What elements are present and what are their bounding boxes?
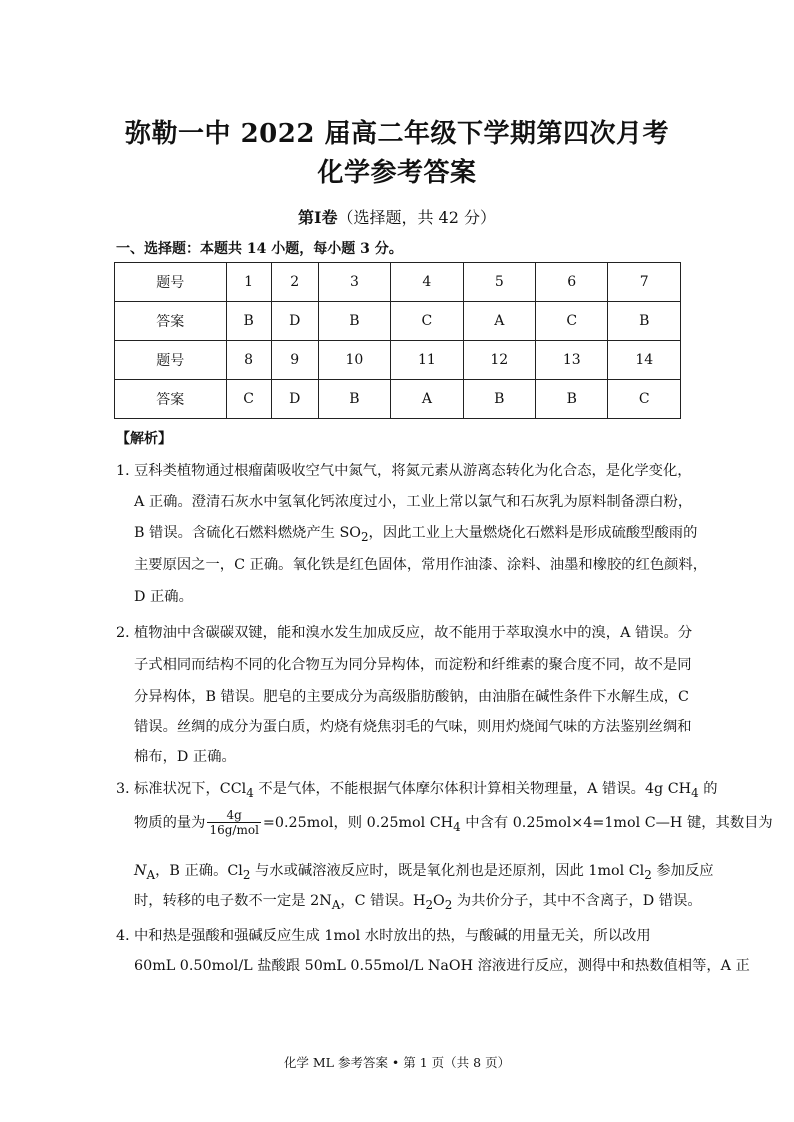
- text-run: ，B 正确。Cl: [155, 863, 243, 879]
- text-line: [134, 522, 697, 544]
- item-number: 2．: [116, 625, 140, 641]
- text-run: 时，转移的电子数不一定是 2N: [134, 893, 332, 909]
- item-number: 4．: [116, 928, 140, 944]
- subscript: 2: [644, 867, 652, 882]
- table-cell: 5: [463, 263, 535, 302]
- text-line: D 正确。: [134, 589, 193, 605]
- text-run: N: [134, 863, 147, 879]
- part-desc: （选择题，共 42 分）: [337, 208, 497, 227]
- table-cell: B: [318, 380, 390, 419]
- text-run: ，因此工业上大量燃烧化石燃料是形成硫酸型酸雨的: [368, 525, 698, 541]
- table-cell: C: [608, 380, 681, 419]
- text-run: =0.25mol，则 0.25mol CH: [262, 814, 454, 831]
- subscript: 2: [360, 529, 369, 544]
- table-cell: A: [463, 302, 535, 341]
- text-line: 子式相同而结构不同的化合物互为同分异构体，而淀粉和纤维素的聚合度不同，故不是同: [134, 657, 692, 673]
- subscript: 2: [242, 867, 251, 882]
- fraction-denominator: 16g/mol: [209, 823, 259, 838]
- text-line: [134, 808, 773, 838]
- text-line: 主要原因之一，C 正确。氧化铁是红色固体，常用作油漆、涂料、油墨和橡胶的红色颜料，: [134, 557, 708, 573]
- text-run: 的: [698, 781, 718, 797]
- text-line: 棉布，D 正确。: [134, 749, 236, 765]
- text-line: 错误。丝绸的成分为蛋白质，灼烧有烧焦羽毛的气味，则用灼烧闻气味的方法鉴别丝绸和: [134, 719, 692, 735]
- text-run: B 错误。含硫化石燃料燃烧产生 SO: [134, 525, 361, 541]
- table-cell: 13: [536, 341, 608, 380]
- page-footer: 化学 ML 参考答案 • 第 1 页（共 8 页）: [283, 1055, 511, 1070]
- table-cell: 9: [271, 341, 318, 380]
- table-row: [115, 302, 681, 341]
- section-heading: 一、选择题：本题共 14 小题，每小题 3 分。: [116, 241, 403, 257]
- text-run: 为共价分子，其中不含离子，D 错误。: [452, 893, 702, 909]
- text-line: A 正确。澄清石灰水中氢氧化钙浓度过小，工业上常以氯气和石灰乳为原料制备漂白粉，: [134, 494, 693, 510]
- text-run: 中含有 0.25mol×4=1mol C—H 键，其数目为: [460, 814, 773, 831]
- table-cell: 4: [391, 263, 463, 302]
- table-cell: 3: [318, 263, 390, 302]
- page-title: 弥勒一中 2022 届高二年级下学期第四次月考: [125, 119, 669, 149]
- table-cell: 2: [271, 263, 318, 302]
- analysis-label: 【解析】: [116, 431, 172, 447]
- subscript: 4: [691, 785, 699, 800]
- part-label: 第Ⅰ卷: [297, 208, 338, 227]
- fraction: [207, 808, 260, 838]
- table-cell: C: [536, 302, 608, 341]
- text-run: 标准状况下，CCl: [134, 781, 247, 797]
- table-cell: C: [226, 380, 271, 419]
- table-cell: B: [608, 302, 681, 341]
- answer-table: [114, 262, 681, 419]
- text-run: 参加反应: [651, 863, 714, 879]
- table-cell: 11: [391, 341, 463, 380]
- text-run: 不是气体，不能根据气体摩尔体积计算相关物理量，A 错误。4g CH: [253, 781, 692, 797]
- text-run: O: [433, 893, 445, 909]
- table-cell: D: [271, 302, 318, 341]
- subscript: 4: [246, 785, 254, 800]
- row-label: 题号: [115, 263, 227, 302]
- table-cell: 14: [608, 341, 681, 380]
- table-row: [115, 380, 681, 419]
- part-heading: [0, 205, 794, 228]
- table-cell: 8: [226, 341, 271, 380]
- text-run: 与水或碱溶液反应时，既是氧化剂也是还原剂，因此 1mol Cl: [250, 863, 645, 879]
- text-line: [134, 860, 714, 882]
- item-number: 3．: [116, 781, 140, 797]
- table-cell: 10: [318, 341, 390, 380]
- table-cell: 1: [226, 263, 271, 302]
- item-number: 1．: [116, 463, 140, 479]
- table-cell: B: [226, 302, 271, 341]
- text-run: ，C 错误。H: [340, 893, 426, 909]
- subscript: 4: [453, 819, 461, 834]
- table-cell: A: [391, 380, 463, 419]
- table-cell: D: [271, 380, 318, 419]
- text-line: 中和热是强酸和强碱反应生成 1mol 水时放出的热，与酸碱的用量无关，所以改用: [134, 928, 651, 944]
- text-line: 分异构体，B 错误。肥皂的主要成分为高级脂肪酸钠，由油脂在碱性条件下水解生成，C: [134, 689, 689, 705]
- table-cell: 6: [536, 263, 608, 302]
- row-label: 题号: [115, 341, 227, 380]
- page-subtitle: 化学参考答案: [317, 158, 477, 188]
- text-line: [134, 778, 718, 800]
- text-line: 60mL 0.50mol/L 盐酸跟 50mL 0.55mol/L NaOH 溶液进行反应，测得中和热数值相等，A 正: [134, 958, 750, 974]
- table-cell: B: [463, 380, 535, 419]
- fraction-numerator: 4g: [207, 808, 260, 823]
- table-row: [115, 341, 681, 380]
- table-row: [115, 263, 681, 302]
- row-label: 答案: [115, 302, 227, 341]
- table-cell: C: [391, 302, 463, 341]
- table-cell: B: [536, 380, 608, 419]
- table-cell: B: [318, 302, 390, 341]
- subscript: 2: [425, 897, 434, 912]
- subscript: A: [146, 867, 156, 882]
- text-line: 植物油中含碳碳双键，能和溴水发生加成反应，故不能用于萃取溴水中的溴，A 错误。分: [134, 625, 693, 641]
- text-line: 豆科类植物通过根瘤菌吸收空气中氮气，将氮元素从游离态转化为化合态，是化学变化，: [134, 463, 692, 479]
- subscript: 2: [444, 897, 453, 912]
- text-line: [134, 890, 702, 912]
- table-cell: 12: [463, 341, 535, 380]
- text-run: 物质的量为: [134, 814, 206, 831]
- subscript: A: [331, 897, 341, 912]
- table-cell: 7: [608, 263, 681, 302]
- row-label: 答案: [115, 380, 227, 419]
